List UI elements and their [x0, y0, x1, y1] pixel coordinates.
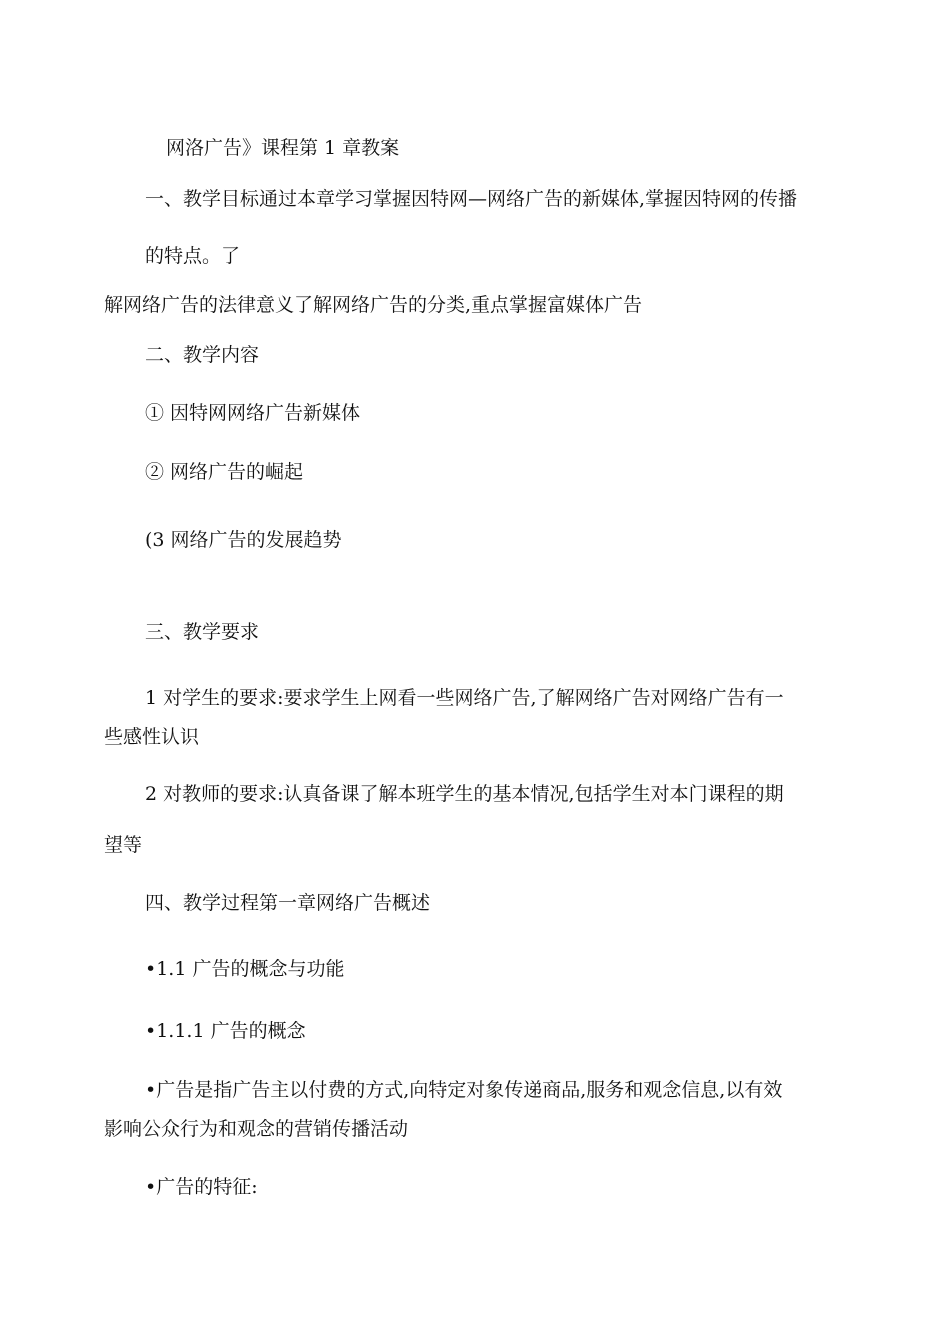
- content-item-1: ① 因特网网络广告新媒体: [145, 402, 361, 424]
- process-heading: 四、教学过程第一章网络广告概述: [145, 892, 431, 914]
- requirements-heading: 三、教学要求: [145, 621, 260, 643]
- bullet-definition-line-1: •广告是指广告主以付费的方式,向特定对象传递商品,服务和观念信息,以有效: [145, 1079, 783, 1101]
- objectives-line-1: 一、教学目标通过本章学习掌握因特网—网络广告的新媒体,掌握因特网的传播: [145, 188, 798, 210]
- document-title: 网洛广告》课程第 1 章教案: [166, 137, 400, 159]
- content-item-2: ② 网络广告的崛起: [145, 461, 304, 483]
- content-heading: 二、教学内容: [145, 344, 260, 366]
- objectives-line-2: 的特点。了: [145, 245, 241, 267]
- bullet-features: •广告的特征:: [145, 1176, 258, 1198]
- requirement-2-line-2: 望等: [104, 834, 143, 856]
- content-item-3: (3 网络广告的发展趋势: [145, 529, 342, 551]
- requirement-1-line-2: 些感性认识: [104, 726, 200, 748]
- bullet-concept-function: •1.1 广告的概念与功能: [145, 958, 345, 980]
- bullet-definition-line-2: 影响公众行为和观念的营销传播活动: [104, 1118, 409, 1140]
- objectives-line-3: 解网络广告的法律意义了解网络广告的分类,重点掌握富媒体广告: [104, 294, 643, 316]
- requirement-2-line-1: 2 对教师的要求:认真备课了解本班学生的基本情况,包括学生对本门课程的期: [145, 783, 784, 805]
- bullet-concept: •1.1.1 广告的概念: [145, 1020, 306, 1042]
- requirement-1-line-1: 1 对学生的要求:要求学生上网看一些网络广告,了解网络广告对网络广告有一: [145, 687, 784, 709]
